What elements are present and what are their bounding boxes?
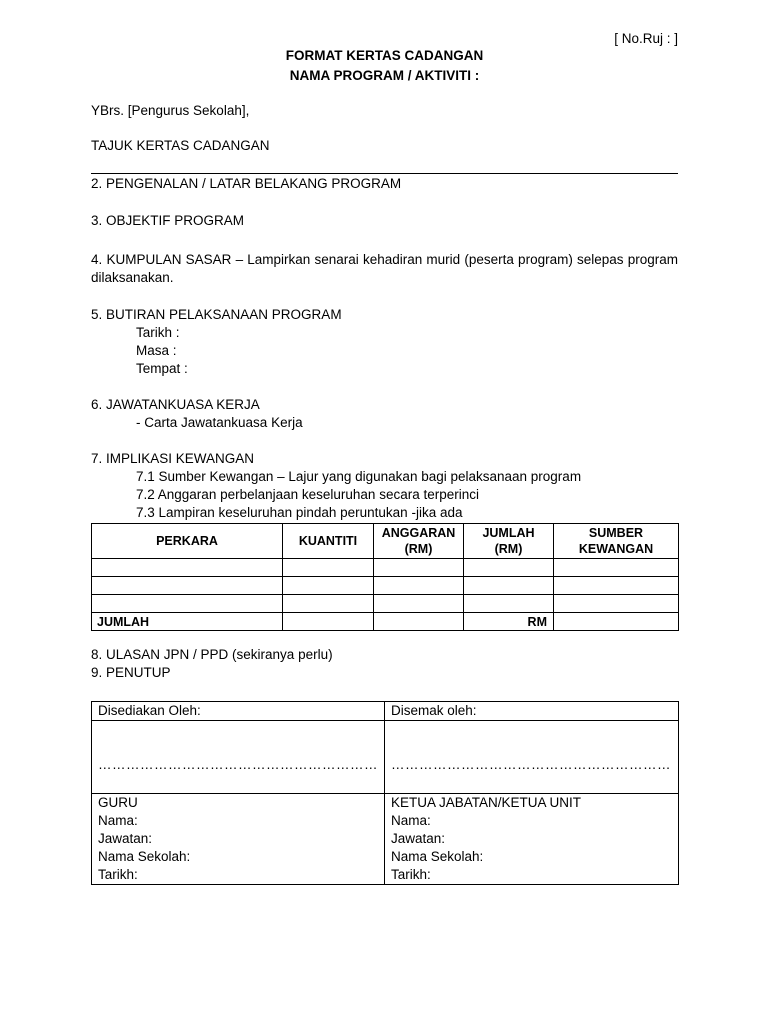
budget-table [91,523,679,631]
header-jumlah: JUMLAH (RM) [464,524,554,559]
reviewed-by-label: Disemak oleh: [385,702,679,721]
prepared-nama: Nama: [98,813,138,828]
signature-line-row [92,721,679,794]
section-7-1: 7.1 Sumber Kewangan – Lajur yang digunakan bagi pelaksanaan program [136,469,582,484]
section-9-heading: 9. PENUTUP [91,665,171,680]
field-masa: Masa : [136,343,177,358]
prepared-signature-line: …………………………………………………… [98,757,378,772]
salutation: YBrs. [Pengurus Sekolah], [91,103,250,118]
section-7-heading: 7. IMPLIKASI KEWANGAN [91,451,255,466]
program-name-title: NAMA PROGRAM / AKTIVITI : [289,68,480,83]
section-2-heading: 2. PENGENALAN / LATAR BELAKANG PROGRAM [91,176,402,191]
subject-heading: TAJUK KERTAS CADANGAN [91,138,270,153]
document-page [91,0,678,1024]
prepared-info [92,794,385,885]
header-anggaran: ANGGARAN (RM) [374,524,464,559]
section-7-2: 7.2 Anggaran perbelanjaan keseluruhan secara terperinci [136,487,479,502]
reviewed-tarikh: Tarikh: [391,867,431,882]
header-kuantiti: KUANTITI [283,524,374,559]
reviewed-role: KETUA JABATAN/KETUA UNIT [391,795,582,810]
reviewed-nama: Nama: [391,813,431,828]
section-3-heading: 3. OBJEKTIF PROGRAM [91,213,245,228]
section-4-paragraph: 4. KUMPULAN SASAR – Lampirkan senarai kehadiran murid (peserta program) selepas program dilaksanakan. [91,252,678,285]
signature-header-row [92,702,679,721]
section-6-item: - Carta Jawatankuasa Kerja [136,415,303,430]
budget-total-row [92,613,679,631]
reviewed-signature-cell [385,721,679,794]
reviewed-jawatan: Jawatan: [391,831,446,846]
signature-table [91,701,679,885]
field-tarikh: Tarikh : [136,325,180,340]
field-tempat: Tempat : [136,361,188,376]
prepared-by-label: Disediakan Oleh: [92,702,385,721]
prepared-role: GURU [98,795,138,810]
reviewed-info [385,794,679,885]
subject-underline [91,173,678,174]
prepared-nama-sekolah: Nama Sekolah: [98,849,191,864]
prepared-tarikh: Tarikh: [98,867,138,882]
total-label: JUMLAH [92,613,283,631]
table-row [92,577,679,595]
budget-header-row [92,524,679,559]
header-perkara: PERKARA [92,524,283,559]
section-5-heading: 5. BUTIRAN PELAKSANAAN PROGRAM [91,307,342,322]
reviewed-nama-sekolah: Nama Sekolah: [391,849,484,864]
prepared-jawatan: Jawatan: [98,831,153,846]
section-8-heading: 8. ULASAN JPN / PPD (sekiranya perlu) [91,647,333,662]
table-row [92,559,679,577]
signature-info-row [92,794,679,885]
total-currency: RM [464,613,554,631]
table-row [92,595,679,613]
prepared-signature-cell [92,721,385,794]
header-sumber-kewangan: SUMBER KEWANGAN [554,524,679,559]
section-7-3: 7.3 Lampiran keseluruhan pindah peruntukan -jika ada [136,505,463,520]
section-6-heading: 6. JAWATANKUASA KERJA [91,397,260,412]
document-title: FORMAT KERTAS CADANGAN [285,48,484,63]
reviewed-signature-line: …………………………………………………… [391,757,671,772]
reference-number: [ No.Ruj : ] [614,31,678,46]
